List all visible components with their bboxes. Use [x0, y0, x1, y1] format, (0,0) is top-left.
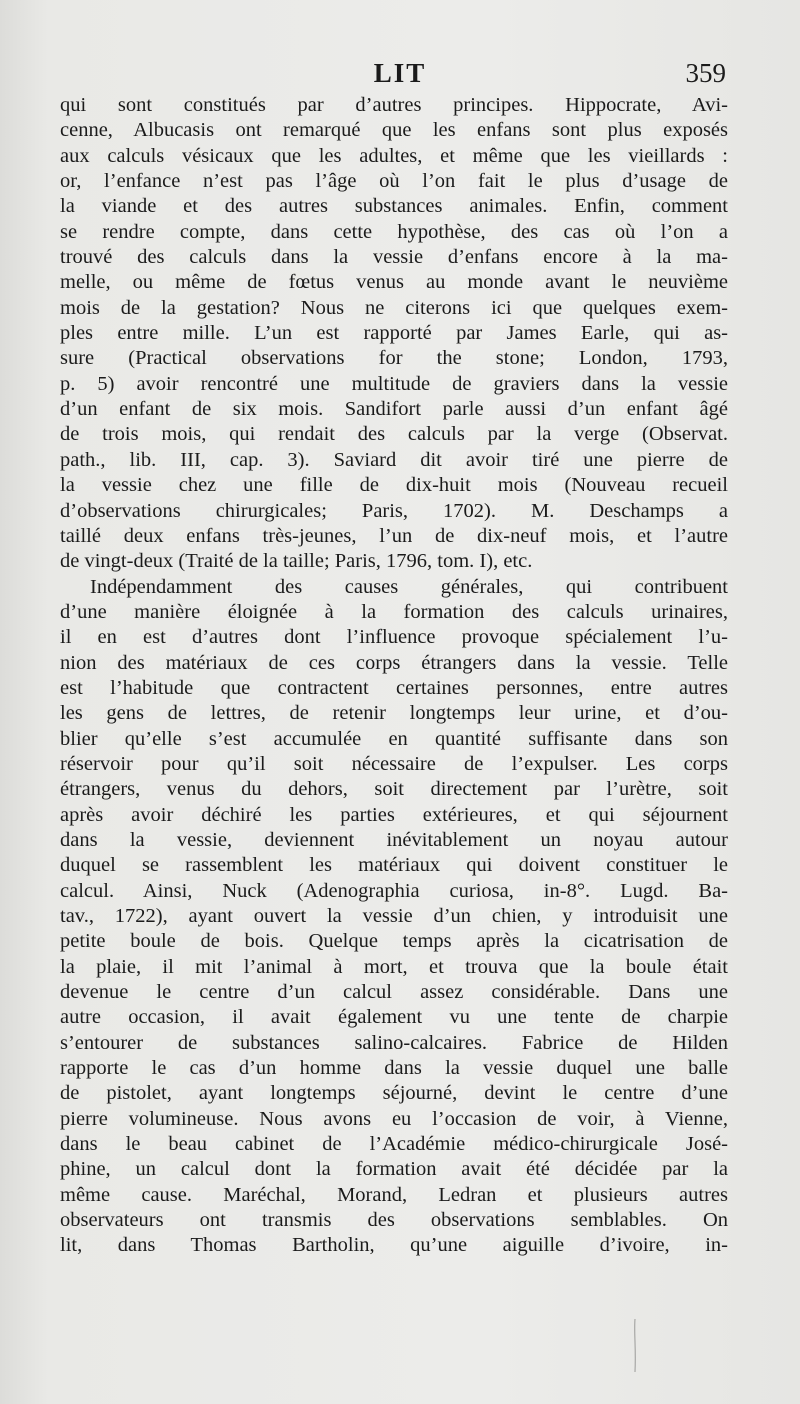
text-line: melle, ou même de fœtus venus au monde avant le neuvième [60, 271, 728, 294]
text-line: path., lib. III, cap. 3). Saviard dit avoir tiré une pierre de [60, 448, 728, 471]
text-line: la plaie, il mit l’animal à mort, et trouva que la boule était [60, 955, 728, 978]
text-line: duquel se rassemblent les matériaux qui doivent constituer le [60, 854, 728, 877]
text-line: dans la vessie, deviennent inévitablement un noyau autour [60, 828, 728, 851]
text-line: rapporte le cas d’un homme dans la vessie duquel une balle [60, 1057, 728, 1080]
text-line: de pistolet, ayant longtemps séjourné, devint le centre d’une [60, 1082, 728, 1105]
text-line: autre occasion, il avait également vu une tente de charpie [60, 1006, 728, 1029]
page-number: 359 [685, 58, 726, 88]
text-line: pierre volumineuse. Nous avons eu l’occasion de voir, à Vienne, [60, 1107, 728, 1130]
text-line: il en est d’autres dont l’influence provoque spécialement l’u- [60, 626, 728, 649]
text-line: étrangers, venus du dehors, soit directement par l’urètre, soit [60, 778, 728, 801]
ink-stroke-mark [632, 1318, 638, 1373]
running-title: LIT [373, 58, 427, 88]
text-line: les gens de lettres, de retenir longtemps leur urine, et d’ou- [60, 702, 728, 725]
text-line: phine, un calcul dont la formation avait été décidée par la [60, 1158, 728, 1181]
text-line: la vessie chez une fille de dix-huit mois (Nouveau recueil [60, 474, 728, 497]
text-line: or, l’enfance n’est pas l’âge où l’on fait le plus d’usage de [60, 170, 728, 193]
text-line: petite boule de bois. Quelque temps après la cicatrisation de [60, 930, 728, 953]
text-line: taillé deux enfans très-jeunes, l’un de dix-neuf mois, et l’autre [60, 524, 728, 547]
text-line: est l’habitude que contractent certaines personnes, entre autres [60, 676, 728, 699]
text-line: p. 5) avoir rencontré une multitude de graviers dans la vessie [60, 372, 728, 395]
text-line: aux calculs vésicaux que les adultes, et même que les vieillards : [60, 144, 728, 167]
running-head [0, 58, 800, 94]
paragraph-start-line: Indépendamment des causes générales, qui contribuent [90, 575, 728, 598]
text-line: après avoir déchiré les parties extérieures, et qui séjournent [60, 803, 728, 826]
text-line: blier qu’elle s’est accumulée en quantité suffisante dans son [60, 727, 728, 750]
text-line: la viande et des autres substances animales. Enfin, comment [60, 195, 728, 218]
text-line: dans le beau cabinet de l’Académie médico-chirurgicale José- [60, 1133, 728, 1156]
text-line: se rendre compte, dans cette hypothèse, des cas où l’on a [60, 220, 728, 243]
text-line: d’une manière éloignée à la formation des calculs urinaires, [60, 600, 728, 623]
text-line: devenue le centre d’un calcul assez considérable. Dans une [60, 981, 728, 1004]
text-line: sure (Practical observations for the stone; London, 1793, [60, 347, 728, 370]
text-line: ples entre mille. L’un est rapporté par James Earle, qui as- [60, 322, 728, 345]
text-line: qui sont constitués par d’autres principes. Hippocrate, Avi- [60, 94, 728, 116]
text-line: tav., 1722), ayant ouvert la vessie d’un chien, y introduisit une [60, 905, 728, 927]
text-line: de vingt-deux (Traité de la taille; Paris, 1796, tom. I), etc. [60, 550, 533, 573]
text-line: trouvé des calculs dans la vessie d’enfans encore à la ma- [60, 246, 728, 269]
text-line: cenne, Albucasis ont remarqué que les enfans sont plus exposés [60, 119, 728, 142]
text-line: nion des matériaux de ces corps étrangers dans la vessie. Telle [60, 651, 728, 674]
text-line: d’observations chirurgicales; Paris, 1702). M. Deschamps a [60, 499, 728, 522]
text-line: de trois mois, qui rendait des calculs par la verge (Observat. [60, 423, 728, 446]
body-text [60, 93, 728, 1259]
text-line: s’entourer de substances salino-calcaires. Fabrice de Hilden [60, 1031, 728, 1054]
text-line: réservoir pour qu’il soit nécessaire de l’expulser. Les corps [60, 752, 728, 775]
text-line: d’un enfant de six mois. Sandifort parle aussi d’un enfant âgé [60, 398, 728, 421]
text-line: lit, dans Thomas Bartholin, qu’une aiguille d’ivoire, in- [60, 1234, 728, 1257]
text-line: observateurs ont transmis des observations semblables. On [60, 1209, 728, 1232]
text-line: calcul. Ainsi, Nuck (Adenographia curiosa, in-8°. Lugd. Ba- [60, 879, 728, 902]
text-line: même cause. Maréchal, Morand, Ledran et plusieurs autres [60, 1183, 728, 1206]
text-line: mois de la gestation? Nous ne citerons ici que quelques exem- [60, 296, 728, 319]
